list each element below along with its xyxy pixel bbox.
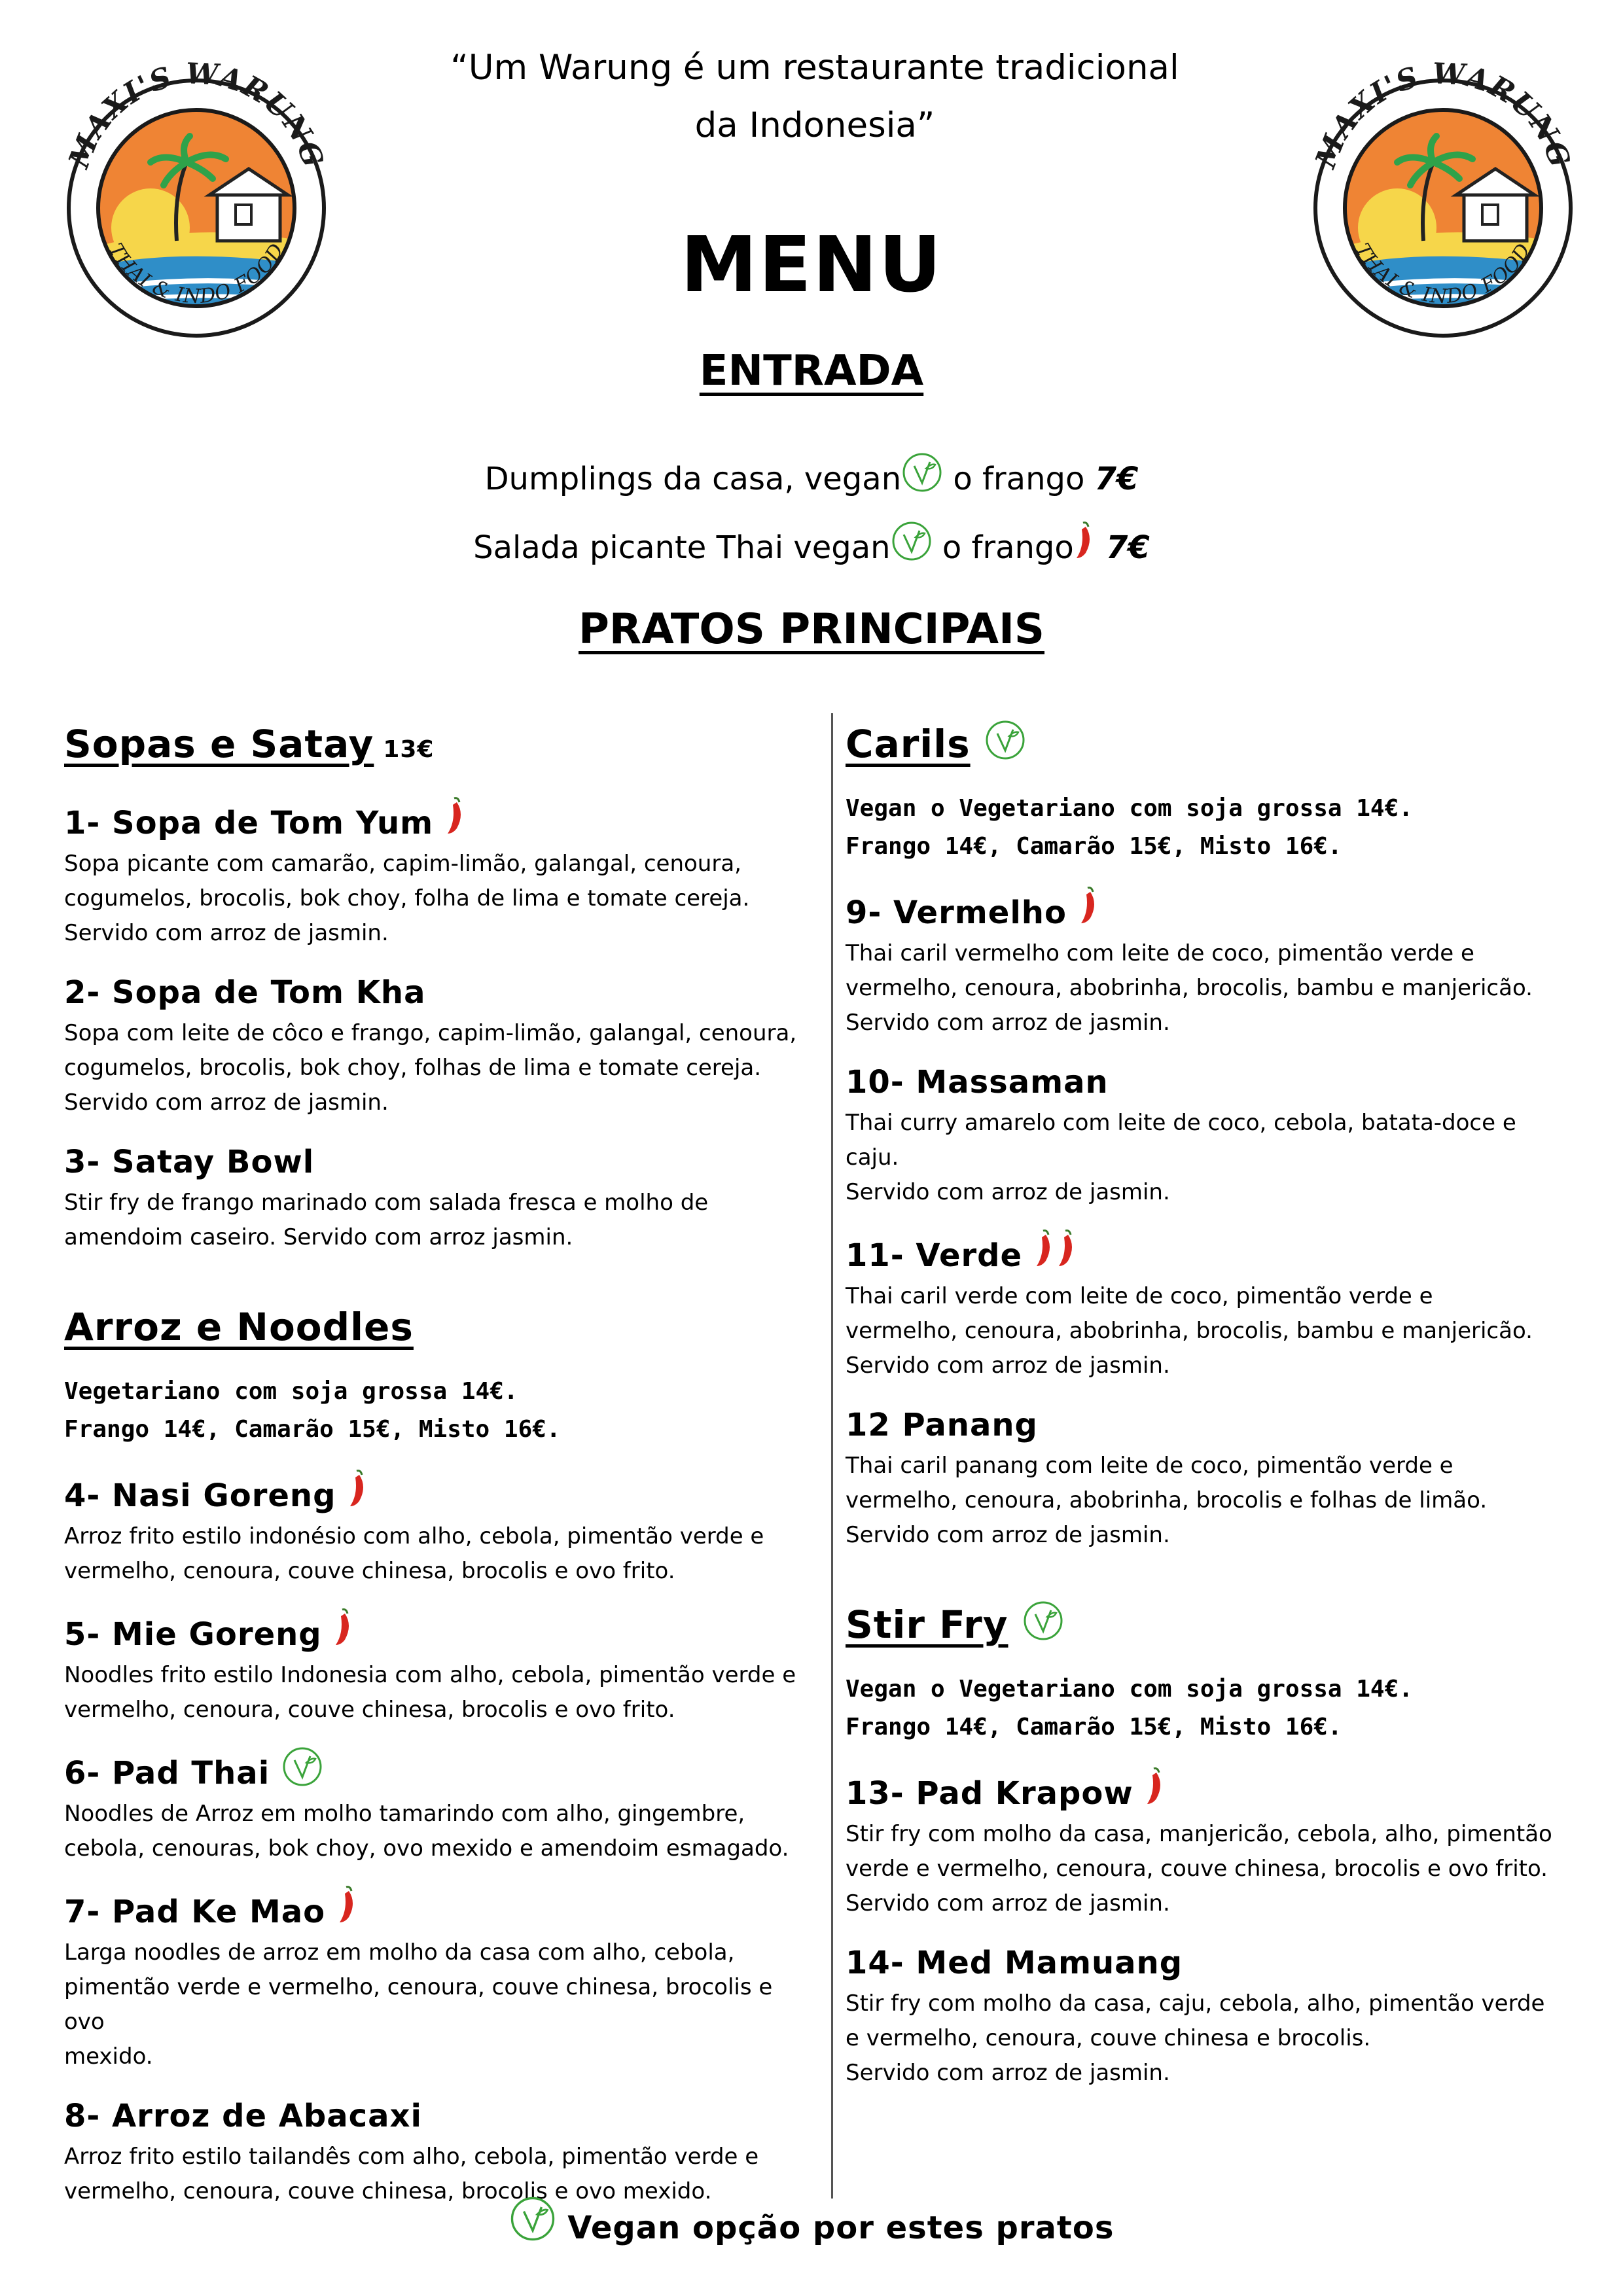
category-stir-fry xyxy=(846,1597,1578,1652)
desc-line: Stir fry com molho da casa, caju, cebola, alho, pimentão verde xyxy=(846,1990,1545,2017)
dish-title: 2- Sopa de Tom Kha xyxy=(64,974,426,1011)
desc-line: Sopa com leite de côco e frango, capim-limão, galangal, cenoura, xyxy=(64,1020,797,1046)
chili-pepper-icon xyxy=(1074,520,1096,561)
category-sopas-satay xyxy=(64,716,817,777)
price-line: Vegan o Vegetariano com soja grossa 14€. xyxy=(846,795,1413,822)
desc-line: Thai curry amarelo com leite de coco, cebola, batata-doce e xyxy=(846,1110,1516,1136)
dish-title: 4- Nasi Goreng xyxy=(64,1477,336,1514)
logo-top-text: MAXI'S WARUNG xyxy=(62,57,330,173)
vegan-leaf-icon xyxy=(509,2195,556,2242)
desc-line: mexido. xyxy=(64,2043,153,2070)
price-line: Vegetariano com soja grossa 14€. xyxy=(64,1378,518,1405)
dish-description xyxy=(846,1987,1578,2091)
chili-pepper-icon xyxy=(348,1468,370,1509)
dish-description xyxy=(846,936,1578,1040)
logo-right xyxy=(1293,31,1594,372)
category-title: Carils xyxy=(846,722,971,766)
dish-description xyxy=(846,1279,1578,1383)
dish-7 xyxy=(64,1884,817,2074)
desc-line: vermelho, cenoura, abobrinha, brocolis, bambu e manjericão. xyxy=(846,975,1533,1001)
desc-line: vermelho, cenoura, couve chinesa, brocolis e ovo mexido. xyxy=(64,2178,712,2204)
desc-line: vermelho, cenoura, couve chinesa, brocolis e ovo frito. xyxy=(64,1558,675,1584)
category-title: Stir Fry xyxy=(846,1602,1008,1647)
pratos-principais-heading-text: PRATOS PRINCIPAIS xyxy=(579,605,1044,654)
desc-line: Sopa picante com camarão, capim-limão, galangal, cenoura, xyxy=(64,851,741,877)
vegan-leaf-icon xyxy=(984,719,1026,761)
category-prices xyxy=(846,1670,1578,1746)
logo-left xyxy=(46,31,347,372)
desc-line: Servido com arroz de jasmin. xyxy=(846,1522,1170,1548)
desc-line: Larga noodles de arroz em molho da casa com alho, cebola, xyxy=(64,1939,735,1966)
column-divider xyxy=(831,713,833,2199)
dish-description xyxy=(64,1186,817,1255)
dish-description xyxy=(64,1797,817,1866)
dish-description xyxy=(64,1519,817,1589)
dish-5 xyxy=(64,1607,817,1727)
chili-pepper-icon xyxy=(1056,1228,1079,1269)
desc-line: Thai caril verde com leite de coco, pimentão verde e xyxy=(846,1283,1433,1309)
dish-description xyxy=(846,1817,1578,1921)
price-line: Frango 14€, Camarão 15€, Misto 16€. xyxy=(64,1416,561,1443)
dish-description xyxy=(846,1449,1578,1553)
desc-line: Arroz frito estilo indonésio com alho, cebola, pimentão verde e xyxy=(64,1523,764,1549)
vegan-leaf-icon xyxy=(1022,1600,1064,1642)
logo-bottom-text: THAI & INDO FOOD xyxy=(1350,239,1536,309)
dish-title: 3- Satay Bowl xyxy=(64,1144,315,1180)
price-line: Vegan o Vegetariano com soja grossa 14€. xyxy=(846,1676,1413,1703)
desc-line: Servido com arroz de jasmin. xyxy=(64,1089,389,1116)
dish-title: 12 Panang xyxy=(846,1407,1038,1443)
quote-line-1: “Um Warung é um restaurante tradicional xyxy=(450,48,1179,88)
chili-pepper-icon xyxy=(1079,885,1101,926)
entrada-item-2 xyxy=(0,520,1623,566)
vegan-leaf-icon xyxy=(281,1746,323,1788)
dish-13 xyxy=(846,1766,1578,1921)
chili-pepper-icon xyxy=(337,1884,359,1925)
desc-line: Arroz frito estilo tailandês com alho, cebola, pimentão verde e xyxy=(64,2144,759,2170)
desc-line: Servido com arroz de jasmin. xyxy=(846,1179,1170,1205)
vegan-leaf-icon xyxy=(901,451,943,493)
entrada-item-2-alt: o frango xyxy=(942,529,1074,566)
desc-line: vermelho, cenoura, abobrinha, brocolis e folhas de limão. xyxy=(846,1487,1488,1513)
desc-line: Servido com arroz de jasmin. xyxy=(64,920,389,946)
restaurant-quote xyxy=(393,39,1237,154)
vegan-legend xyxy=(0,2195,1623,2246)
desc-line: Stir fry de frango marinado com salada fresca e molho de xyxy=(64,1190,709,1216)
dish-12 xyxy=(846,1402,1578,1553)
entrada-heading xyxy=(0,347,1623,395)
dish-title: 14- Med Mamuang xyxy=(846,1945,1183,1981)
dish-11 xyxy=(846,1228,1578,1383)
entrada-heading-text: ENTRADA xyxy=(699,347,924,395)
desc-line: Servido com arroz de jasmin. xyxy=(846,1010,1170,1036)
menu-title: MENU xyxy=(680,219,943,309)
desc-line: vermelho, cenoura, abobrinha, brocolis, bambu e manjericão. xyxy=(846,1318,1533,1344)
entrada-item-1-price: 7€ xyxy=(1094,461,1139,497)
dish-title: 10- Massaman xyxy=(846,1064,1109,1101)
price-line: Frango 14€, Camarão 15€, Misto 16€. xyxy=(846,833,1342,860)
pratos-principais-heading xyxy=(0,605,1623,654)
entrada-item-1-alt: o frango xyxy=(953,461,1085,497)
dish-title: 6- Pad Thai xyxy=(64,1755,270,1792)
dish-8 xyxy=(64,2093,817,2209)
desc-line: cogumelos, brocolis, bok choy, folhas de lima e tomate cereja. xyxy=(64,1055,762,1081)
desc-line: Stir fry com molho da casa, manjericão, cebola, alho, pimentão xyxy=(846,1821,1552,1847)
chili-pepper-icon xyxy=(333,1607,355,1648)
desc-line: Thai caril panang com leite de coco, pimentão verde e xyxy=(846,1453,1454,1479)
dish-title: 13- Pad Krapow xyxy=(846,1775,1133,1812)
entrada-item-1-name: Dumplings da casa, vegan xyxy=(484,461,902,497)
vegan-leaf-icon xyxy=(891,520,933,562)
dish-2 xyxy=(64,969,817,1120)
desc-line: Noodles frito estilo Indonesia com alho, cebola, pimentão verde e xyxy=(64,1662,796,1688)
dish-title: 9- Vermelho xyxy=(846,894,1067,931)
dish-10 xyxy=(846,1059,1578,1210)
dish-6 xyxy=(64,1746,817,1866)
category-prices xyxy=(846,790,1578,866)
desc-line: vermelho, cenoura, couve chinesa, brocolis e ovo frito. xyxy=(64,1697,675,1723)
chili-pepper-icon xyxy=(1034,1228,1056,1269)
dish-9 xyxy=(846,885,1578,1040)
dish-4 xyxy=(64,1468,817,1589)
dish-14 xyxy=(846,1939,1578,2091)
dish-description xyxy=(64,1658,817,1727)
desc-line: cogumelos, brocolis, bok choy, folha de lima e tomate cereja. xyxy=(64,885,750,911)
chili-pepper-icon xyxy=(445,796,467,836)
category-carils xyxy=(846,716,1578,771)
price-line: Frango 14€, Camarão 15€, Misto 16€. xyxy=(846,1714,1342,1740)
desc-line: Thai caril vermelho com leite de coco, pimentão verde e xyxy=(846,940,1474,966)
desc-line: e vermelho, cenoura, couve chinesa e brocolis. xyxy=(846,2025,1371,2051)
dish-title: 11- Verde xyxy=(846,1237,1023,1274)
desc-line: cebola, cenouras, bok choy, ovo mexido e amendoim esmagado. xyxy=(64,1835,789,1862)
dish-3 xyxy=(64,1139,817,1255)
dish-description xyxy=(64,1935,817,2074)
desc-line: verde e vermelho, cenoura, couve chinesa, brocolis e ovo frito. xyxy=(846,1856,1548,1882)
category-title: Sopas e Satay xyxy=(64,722,374,766)
dish-description xyxy=(64,847,817,951)
desc-line: caju. xyxy=(846,1144,899,1171)
dish-title: 7- Pad Ke Mao xyxy=(64,1894,326,1930)
dish-title: 8- Arroz de Abacaxi xyxy=(64,2098,422,2134)
dish-1 xyxy=(64,796,817,951)
dish-title: 5- Mie Goreng xyxy=(64,1616,322,1653)
category-price: 13€ xyxy=(383,736,435,763)
dish-title: 1- Sopa de Tom Yum xyxy=(64,805,434,841)
category-prices xyxy=(64,1373,817,1449)
category-arroz-noodles xyxy=(64,1299,817,1354)
entrada-item-2-name: Salada picante Thai vegan xyxy=(473,529,891,566)
desc-line: Servido com arroz de jasmin. xyxy=(846,1352,1170,1379)
left-column xyxy=(64,716,817,2227)
logo-bottom-text: THAI & INDO FOOD xyxy=(103,239,289,309)
desc-line: pimentão verde e vermelho, cenoura, couve chinesa, brocolis e ovo xyxy=(64,1974,773,2035)
category-title: Arroz e Noodles xyxy=(64,1305,414,1349)
quote-line-2: da Indonesia” xyxy=(694,105,935,145)
dish-description xyxy=(64,1016,817,1120)
dish-description xyxy=(846,1106,1578,1210)
desc-line: Servido com arroz de jasmin. xyxy=(846,2060,1170,2086)
entrada-item-2-price: 7€ xyxy=(1106,529,1150,566)
chili-pepper-icon xyxy=(1145,1766,1167,1807)
right-column xyxy=(846,716,1578,2109)
desc-line: Servido com arroz de jasmin. xyxy=(846,1890,1170,1916)
vegan-legend-text: Vegan opção por estes pratos xyxy=(567,2210,1115,2246)
entrada-item-1 xyxy=(0,451,1623,497)
desc-line: Noodles de Arroz em molho tamarindo com alho, gingembre, xyxy=(64,1801,745,1827)
desc-line: amendoim caseiro. Servido com arroz jasmin. xyxy=(64,1224,573,1250)
logo-top-text: MAXI'S WARUNG xyxy=(1309,57,1577,173)
